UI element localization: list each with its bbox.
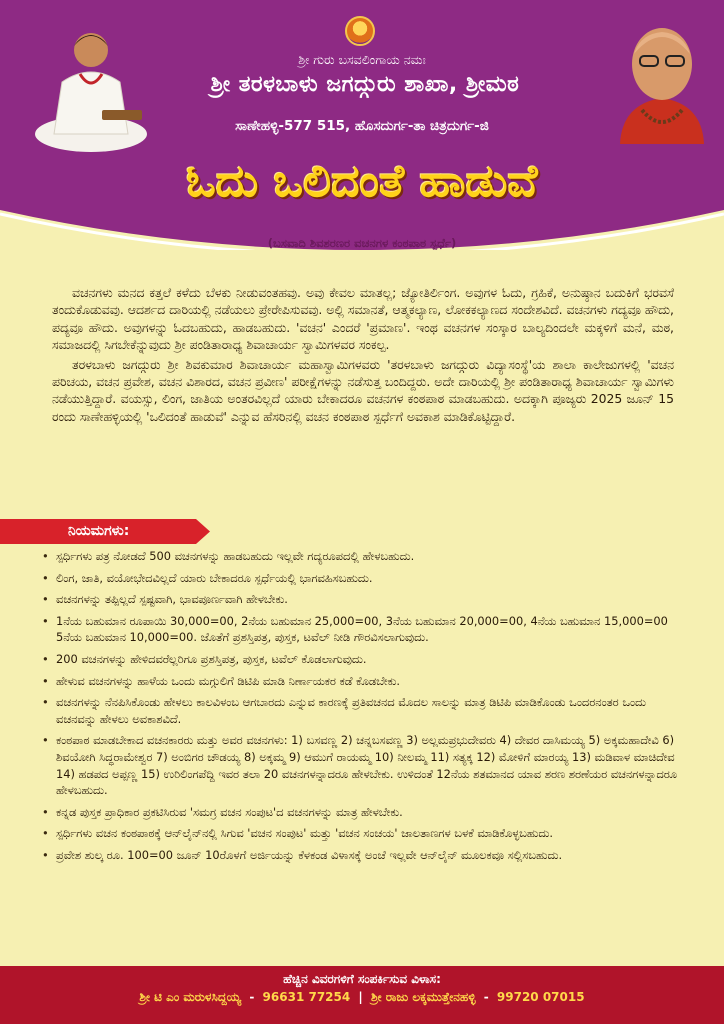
contact1-phone[interactable]: 96631 77254 <box>262 990 351 1004</box>
invocation-text: ಶ್ರೀ ಗುರು ಬಸವಲಿಂಗಾಯ ನಮಃ <box>298 52 426 67</box>
swamiji-portrait-image <box>612 14 712 144</box>
separator: - <box>483 990 489 1004</box>
seated-saint-image <box>32 22 150 154</box>
contact1-name: ಶ್ರೀ ಟಿ ಎಂ ಮರುಳಸಿದ್ದಯ್ಯ <box>139 990 242 1004</box>
rule-item: • ಲಿಂಗ, ಜಾತಿ, ವಯೋಭೇದವಿಲ್ಲದೆ ಯಾರು ಬೇಕಾದರೂ ಸ್ಪರ್ಧೆಯಲ್ಲಿ ಭಾಗವಹಿಸಬಹುದು. <box>40 570 680 587</box>
math-emblem-icon <box>345 16 375 46</box>
math-address: ಸಾಣೇಹಳ್ಳಿ-577 515, ಹೊಸದುರ್ಗ-ತಾ ಚಿತ್ರದುರ್ಗ-ಜಿ <box>235 118 489 134</box>
contact-heading: ಹೆಚ್ಚಿನ ವಿವರಗಳಿಗೆ ಸಂಪರ್ಕಿಸುವ ವಿಳಾಸ: <box>283 972 441 986</box>
rule-item: • ಸ್ಪರ್ಧಿಗಳು ಪತ್ರ ನೋಡದೆ 500 ವಚನಗಳನ್ನು ಹಾಡಬಹುದು ಇಲ್ಲವೇ ಗದ್ಯರೂಪದಲ್ಲಿ ಹೇಳಬಹುದು. <box>40 548 680 565</box>
math-title: ಶ್ರೀ ತರಳಬಾಳು ಜಗದ್ಗುರು ಶಾಖಾ, ಶ್ರೀಮಠ <box>210 72 520 97</box>
intro-paragraph-1: ವಚನಗಳು ಮನದ ಕತ್ತಲೆ ಕಳೆದು ಬೆಳಕು ನೀಡುವಂತಹವು. ಅವು ಕೇವಲ ಮಾತಲ್ಲ; ಜ್ಯೋತಿರ್ಲಿಂಗ. ಅವುಗಳ ಓದು, ಗ್ರಹಿಕೆ, ಅನುಷ್ಠಾನ ಬದುಕಿಗೆ ಭರವಸೆ ತಂದುಕೊಡುವವು. ಆದರ್ಶದ ದಾರಿಯಲ್ಲಿ ನಡೆಯಲು ಪ್ರೇರೇಪಿಸುವವು. ಅಲ್ಲಿ ಸಮಾನತೆ, ಆತ್ಮಕಲ್ಯಾಣ, ಲೋಕಕಲ್ಯಾಣದ ಸಂದೇಶವಿದೆ. ವಚನಗಳು ಗದ್ಯವೂ ಹೌದು, ಪದ್ಯವೂ ಹೌದು. ಅವುಗಳನ್ನು ಓದಬಹುದು, ಹಾಡಬಹುದು. 'ವಚನ' ಎಂದರೆ 'ಪ್ರಮಾಣ'. ಇಂಥ ವಚನಗಳ ಸಂಸ್ಕಾರ ಬಾಲ್ಯದಿಂದಲೇ ಮಕ್ಕಳಿಗೆ ಮನೆ, ಮಠ, ಸಮಾಜದಲ್ಲಿ ಸಿಗಬೇಕೆನ್ನುವುದು ಶ್ರೀ ಪಂಡಿತಾರಾಧ್ಯ ಶಿವಾಚಾರ್ಯ ಸ್ವಾಮಿಗಳವರ ಸಂಕಲ್ಪ. <box>52 285 674 353</box>
rules-heading-banner <box>0 519 210 544</box>
rules-heading: ನಿಯಮಗಳು: <box>68 523 130 539</box>
contact2-name: ಶ್ರೀ ರಾಜು ಲಕ್ಕಮುತ್ತೇನಹಳ್ಳಿ <box>371 990 476 1004</box>
rule-item: • ವಚನಗಳನ್ನು ನೆನಪಿಸಿಕೊಂಡು ಹೇಳಲು ಕಾಲವಿಳಂಬ ಆಗಬಾರದು ಎನ್ನುವ ಕಾರಣಕ್ಕೆ ಪ್ರತಿವಚನದ ಮೊದಲ ಸಾಲನ್ನು ಮಾತ್ರ ಡಿಟಿಪಿ ಮಾಡಿಕೊಂಡು ಒಂದರನಂತರ ಒಂದು ವಚನವನ್ನು ಹೇಳಲು ಅವಕಾಶವಿದೆ. <box>40 694 680 727</box>
intro-section <box>52 284 674 427</box>
rule-item: • ಕನ್ನಡ ಪುಸ್ತಕ ಪ್ರಾಧಿಕಾರ ಪ್ರಕಟಿಸಿರುವ 'ಸಮಗ್ರ ವಚನ ಸಂಪುಟ'ದ ವಚನಗಳನ್ನು ಮಾತ್ರ ಹೇಳಬೇಕು. <box>40 804 680 821</box>
rule-item: • 1ನೆಯ ಬಹುಮಾನ ರೂಪಾಯಿ 30,000=00, 2ನೆಯ ಬಹುಮಾನ 25,000=00, 3ನೆಯ ಬಹುಮಾನ 20,000=00, 4ನೆಯ ಬಹುಮಾನ 15,000=00 5ನೆಯ ಬಹುಮಾನ 10,000=00. ಜೊತೆಗೆ ಪ್ರಶಸ್ತಿಪತ್ರ, ಪುಸ್ತಕ, ಟವೆಲ್ ನೀಡಿ ಗೌರವಿಸಲಾಗುವುದು. <box>40 613 680 646</box>
intro-paragraph-2: ತರಳಬಾಳು ಜಗದ್ಗುರು ಶ್ರೀ ಶಿವಕುಮಾರ ಶಿವಾಚಾರ್ಯ ಮಹಾಸ್ವಾಮಿಗಳವರು 'ತರಳಬಾಳು ಜಗದ್ಗುರು ವಿದ್ಯಾಸಂಸ್ಥೆ'ಯ ಶಾಲಾ ಕಾಲೇಜುಗಳಲ್ಲಿ 'ವಚನ ಪರಿಚಯ, ವಚನ ಪ್ರವೇಶ, ವಚನ ವಿಶಾರದ, ವಚನ ಪ್ರವೀಣ' ಪರೀಕ್ಷೆಗಳನ್ನು ನಡೆಸುತ್ತ ಬಂದಿದ್ದರು. ಅದೇ ದಾರಿಯಲ್ಲಿ ಶ್ರೀ ಪಂಡಿತಾರಾಧ್ಯ ಶಿವಾಚಾರ್ಯ ಸ್ವಾಮಿಗಳು ನಡೆಯುತ್ತಿದ್ದಾರೆ. ವಯಸ್ಸು, ಲಿಂಗ, ಜಾತಿಯ ಅಂತರವಿಲ್ಲದೆ ಯಾರು ಬೇಕಾದರೂ ವಚನಗಳ ಕಂಠಪಾಠ ಮಾಡಬಹುದು. ಅದಕ್ಕಾಗಿ ಪೂಜ್ಯರು 2025 ಜೂನ್ 15 ರಂದು ಸಾಣೇಹಳ್ಳಿಯಲ್ಲಿ 'ಒಲಿದಂತೆ ಹಾಡುವೆ' ಎನ್ನುವ ಹೆಸರಿನಲ್ಲಿ ವಚನ ಕಂಠಪಾಠ ಸ್ಪರ್ಧೆಗೆ ಅವಕಾಶ ಮಾಡಿಕೊಟ್ಟಿದ್ದಾರೆ. <box>52 356 674 424</box>
event-subtitle: (ಬಸವಾದಿ ಶಿವಶರಣರ ವಚನಗಳ ಕಂಠಪಾಠ ಸ್ಪರ್ಧೆ) <box>267 236 457 250</box>
separator: | <box>358 990 363 1004</box>
contact2-phone[interactable]: 99720 07015 <box>496 990 585 1004</box>
contact-line <box>0 990 724 1005</box>
separator: - <box>249 990 255 1004</box>
rule-item: • 200 ವಚನಗಳನ್ನು ಹೇಳಿದವರೆಲ್ಲರಿಗೂ ಪ್ರಶಸ್ತಿಪತ್ರ, ಪುಸ್ತಕ, ಟವೆಲ್ ಕೊಡಲಾಗುವುದು. <box>40 651 680 668</box>
rules-list <box>40 548 680 869</box>
header-banner <box>0 0 724 250</box>
event-name-heading: ಓದು ಒಲಿದಂತೆ ಹಾಡುವೆ <box>186 156 538 207</box>
rule-item: • ವಚನಗಳನ್ನು ತಪ್ಪಿಲ್ಲದೆ ಸ್ಪಷ್ಟವಾಗಿ, ಭಾವಪೂರ್ಣವಾಗಿ ಹೇಳಬೇಕು. <box>40 591 680 608</box>
rule-item: • ಕಂಠಪಾಠ ಮಾಡಬೇಕಾದ ವಚನಕಾರರು ಮತ್ತು ಅವರ ವಚನಗಳು: 1) ಬಸವಣ್ಣ 2) ಚನ್ನಬಸವಣ್ಣ 3) ಅಲ್ಲಮಪ್ರಭುದೇವರು 4) ದೇವರ ದಾಸಿಮಯ್ಯ 5) ಅಕ್ಕಮಹಾದೇವಿ 6) ಶಿವಯೋಗಿ ಸಿದ್ಧರಾಮೇಶ್ವರ 7) ಅಂಬಿಗರ ಚೌಡಯ್ಯ 8) ಅಕ್ಕಮ್ಮ 9) ಆಮುಗೆ ರಾಯಮ್ಮ 10) ನೀಲಮ್ಮ 11) ಸತ್ಯಕ್ಕ 12) ಮೋಳಿಗೆ ಮಾರಯ್ಯ 13) ಮಡಿವಾಳ ಮಾಚಿದೇವ 14) ಹಡಪದ ಅಪ್ಪಣ್ಣ 15) ಉರಿಲಿಂಗಪೆದ್ದಿ ಇವರ ತಲಾ 20 ವಚನಗಳನ್ನಾದರೂ ಹೇಳಬೇಕು. ಉಳಿದಂತೆ 12ನೆಯ ಶತಮಾನದ ಯಾವ ಶರಣ ಶರಣೆಯರ ವಚನಗಳನ್ನಾದರೂ ಹೇಳಬಹುದು. <box>40 732 680 798</box>
rule-item: • ಸ್ಪರ್ಧಿಗಳು ವಚನ ಕಂಠಪಾಠಕ್ಕೆ ಆನ್‌ಲೈನ್‌ನಲ್ಲಿ ಸಿಗುವ 'ವಚನ ಸಂಪುಟ' ಮತ್ತು 'ವಚನ ಸಂಚಯ' ಜಾಲತಾಣಗಳ ಬಳಕೆ ಮಾಡಿಕೊಳ್ಳಬಹುದು. <box>40 825 680 842</box>
contact-footer <box>0 966 724 1024</box>
rule-item: • ಪ್ರವೇಶ ಶುಲ್ಕ ರೂ. 100=00 ಜೂನ್ 10ರೊಳಗೆ ಅರ್ಜಿಯನ್ನು ಕೆಳಕಂಡ ವಿಳಾಸಕ್ಕೆ ಅಂಚೆ ಇಲ್ಲವೇ ಆನ್‌ಲೈನ್ ಮೂಲಕವೂ ಸಲ್ಲಿಸಬಹುದು. <box>40 847 680 864</box>
rule-item: • ಹೇಳುವ ವಚನಗಳನ್ನು ಹಾಳೆಯ ಒಂದು ಮಗ್ಗುಲಿಗೆ ಡಿಟಿಪಿ ಮಾಡಿ ನಿರ್ಣಾಯಕರ ಕಡೆ ಕೊಡಬೇಕು. <box>40 673 680 690</box>
